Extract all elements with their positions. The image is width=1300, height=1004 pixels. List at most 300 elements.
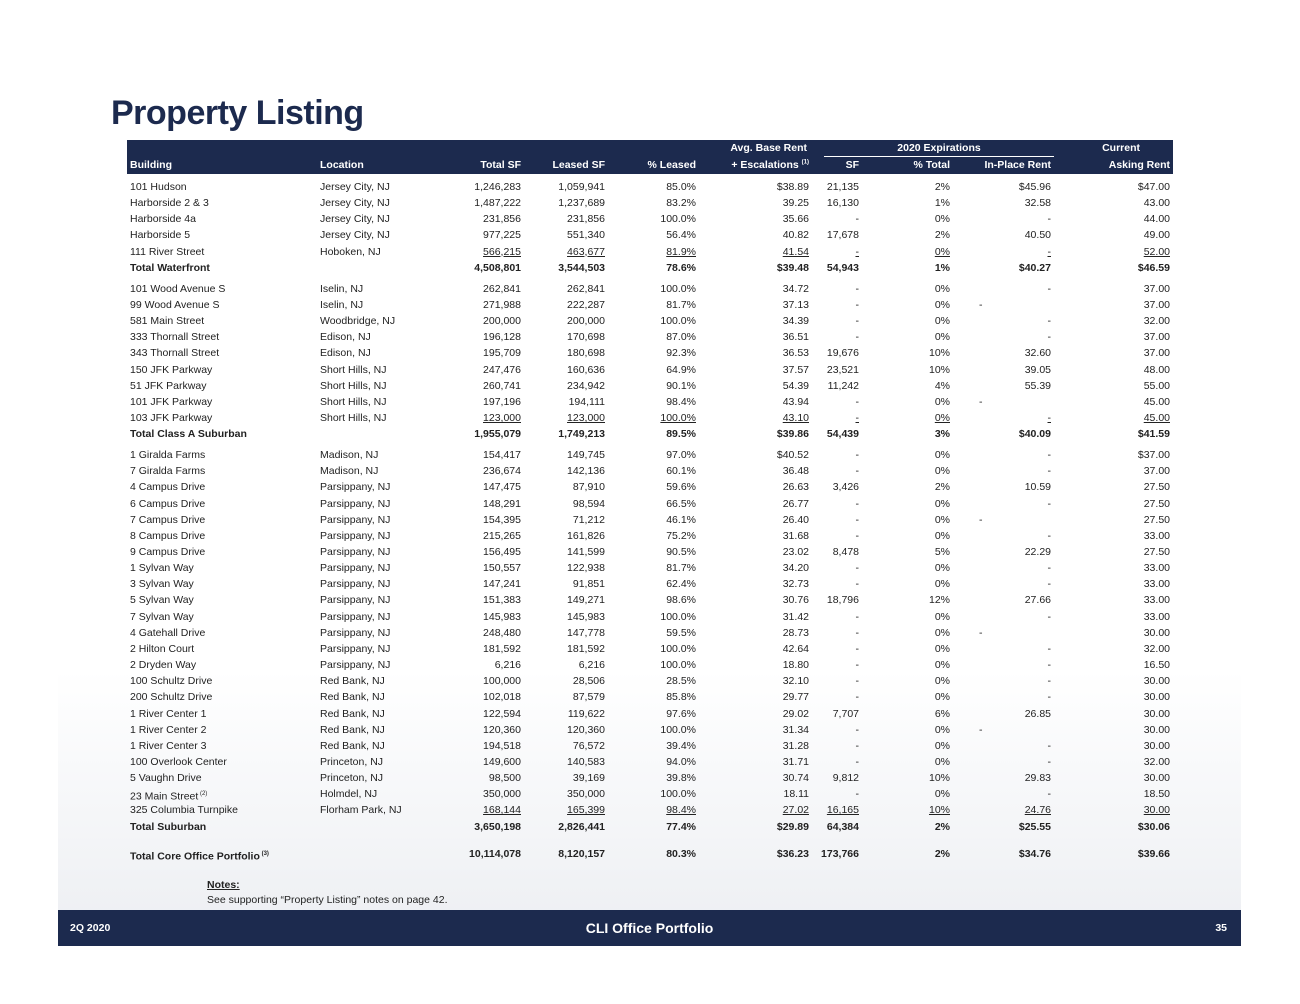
cell-avg-rent: 42.64 — [782, 642, 809, 655]
cell-building: 4 Campus Drive — [130, 481, 206, 494]
cell-leased-sf: 76,572 — [572, 739, 605, 752]
cell-exp-sf: - — [855, 213, 859, 226]
cell-total-sf: 123,000 — [483, 411, 521, 424]
cell-building: 200 Schultz Drive — [130, 691, 213, 704]
table-header — [127, 140, 1173, 174]
cell-location: Short Hills, NJ — [320, 379, 387, 392]
cell-location: Red Bank, NJ — [320, 675, 385, 688]
cell-building: 23 Main Street $^{(2)}$ — [130, 790, 208, 803]
cell-in-place-rent: - — [1047, 315, 1051, 328]
cell-location: Parsippany, NJ — [320, 529, 391, 542]
cell-avg-rent: 28.73 — [782, 626, 809, 639]
cell-pct-leased: 81.7% — [666, 562, 696, 575]
cell-total-sf: 260,741 — [483, 379, 521, 392]
header-2020-expirations: 2020 Expirations — [897, 142, 981, 154]
cell-exp-pct: 0% — [934, 213, 950, 226]
table-row — [127, 211, 1173, 227]
cell-leased-sf: 1,059,941 — [558, 181, 605, 193]
cell-avg-rent: 37.13 — [782, 298, 809, 311]
cell-exp-sf: 21,135 — [826, 181, 859, 193]
table-row — [127, 297, 1173, 313]
cell-exp-pct: 0% — [934, 755, 950, 768]
cell-leased-sf: 147,778 — [567, 626, 605, 639]
cell-exp-pct: 0% — [934, 497, 950, 510]
cell-asking-rent: 27.50 — [1143, 513, 1170, 526]
table-total-row — [127, 426, 1173, 442]
cell-avg-rent: 37.57 — [782, 363, 809, 376]
table-total-row — [127, 260, 1173, 276]
cell-pct-leased: 75.2% — [666, 529, 696, 542]
cell-asking-rent: $46.59 — [1137, 261, 1170, 274]
cell-asking-rent: 32.00 — [1143, 315, 1170, 328]
cell-location: Florham Park, NJ — [320, 804, 402, 817]
cell-asking-rent: 45.00 — [1143, 411, 1170, 424]
cell-location: Parsippany, NJ — [320, 594, 391, 607]
table-row — [127, 362, 1173, 378]
cell-exp-sf: - — [855, 298, 859, 311]
cell-exp-pct: 1% — [934, 261, 950, 274]
cell-pct-leased: 98.4% — [666, 804, 696, 817]
header-in-place-rent: In-Place Rent — [984, 159, 1051, 171]
cell-asking-rent: $37.00 — [1137, 449, 1170, 462]
cell-in-place-rent: - — [1047, 331, 1051, 344]
cell-asking-rent: 16.50 — [1143, 659, 1170, 672]
cell-location: Parsippany, NJ — [320, 626, 391, 639]
cell-location: Jersey City, NJ — [320, 213, 390, 226]
cell-location: Madison, NJ — [320, 465, 379, 478]
cell-avg-rent: 43.94 — [782, 395, 809, 408]
cell-location: Parsippany, NJ — [320, 610, 391, 623]
cell-leased-sf: 262,841 — [567, 282, 605, 295]
table-row — [127, 447, 1173, 463]
cell-exp-sf: 7,707 — [832, 707, 859, 720]
cell-exp-pct: 2% — [934, 820, 950, 833]
cell-building: 7 Sylvan Way — [130, 610, 194, 623]
notes — [207, 879, 448, 906]
cell-avg-rent: $39.48 — [776, 261, 809, 274]
cell-exp-sf: 64,384 — [826, 820, 859, 833]
cell-leased-sf: 222,287 — [567, 298, 605, 311]
cell-avg-rent: 35.66 — [782, 213, 809, 226]
cell-exp-pct: 0% — [934, 626, 950, 639]
cell-exp-pct: 0% — [934, 465, 950, 478]
cell-leased-sf: 1,237,689 — [558, 197, 605, 210]
cell-total-sf: 150,557 — [483, 562, 521, 575]
cell-total-sf: 181,592 — [483, 642, 521, 655]
cell-asking-rent: 45.00 — [1143, 395, 1170, 408]
cell-avg-rent: $39.86 — [776, 428, 809, 441]
page-number: 35 — [1215, 922, 1227, 934]
cell-pct-leased: 83.2% — [666, 197, 696, 210]
cell-in-place-rent: 27.66 — [1024, 594, 1051, 607]
cell-exp-pct: 0% — [934, 282, 950, 295]
cell-location: Parsippany, NJ — [320, 578, 391, 591]
cell-total-sf: 6,216 — [494, 659, 521, 672]
cell-location: Parsippany, NJ — [320, 513, 391, 526]
cell-total-sf: 197,196 — [483, 395, 521, 408]
cell-in-place-rent: 24.76 — [1024, 804, 1051, 817]
cell-building: 8 Campus Drive — [130, 529, 206, 542]
cell-asking-rent: 48.00 — [1143, 363, 1170, 376]
cell-total-sf: 3,650,198 — [474, 820, 521, 833]
cell-total-sf: 231,856 — [483, 213, 521, 226]
cell-leased-sf: 200,000 — [567, 315, 605, 328]
cell-building: Total Waterfront — [130, 261, 210, 274]
cell-location: Short Hills, NJ — [320, 363, 387, 376]
cell-in-place-rent: $45.96 — [1018, 181, 1051, 193]
cell-location: Hoboken, NJ — [320, 245, 381, 258]
cell-leased-sf: 463,677 — [567, 245, 605, 258]
cell-leased-sf: 123,000 — [567, 411, 605, 424]
cell-exp-sf: 17,678 — [826, 229, 859, 242]
cell-location: Woodbridge, NJ — [320, 315, 396, 328]
footnote-marker: (3) — [259, 850, 269, 857]
cell-exp-sf: 3,426 — [832, 481, 859, 494]
cell-in-place-rent: - — [1047, 691, 1051, 704]
cell-building: 5 Sylvan Way — [130, 594, 194, 607]
cell-in-place-rent: - — [1047, 282, 1051, 295]
cell-building: 4 Gatehall Drive — [130, 626, 206, 639]
cell-asking-rent: 30.00 — [1143, 723, 1170, 736]
cell-exp-pct: 0% — [934, 691, 950, 704]
table-row — [127, 592, 1173, 608]
cell-leased-sf: 39,169 — [572, 772, 605, 785]
cell-in-place-rent: 32.58 — [1024, 197, 1051, 210]
cell-total-sf: 248,480 — [483, 626, 521, 639]
cell-building: 1 River Center 1 — [130, 707, 207, 720]
cell-building: 150 JFK Parkway — [130, 363, 213, 376]
cell-exp-sf: - — [855, 755, 859, 768]
cell-avg-rent: 30.76 — [782, 594, 809, 607]
table-row — [127, 706, 1173, 722]
table-row — [127, 496, 1173, 512]
cell-in-place-rent: - — [1047, 497, 1051, 510]
cell-exp-sf: - — [855, 245, 859, 258]
table-row — [127, 754, 1173, 770]
cell-pct-leased: 39.4% — [666, 739, 696, 752]
cell-location: Red Bank, NJ — [320, 707, 385, 720]
table-row — [127, 657, 1173, 673]
cell-building: 101 Wood Avenue S — [130, 282, 226, 295]
cell-total-sf: 145,983 — [483, 610, 521, 623]
cell-exp-sf: - — [855, 513, 859, 526]
cell-exp-pct: 0% — [934, 298, 950, 311]
cell-pct-leased: 59.6% — [666, 481, 696, 494]
cell-building: Harborside 4a — [130, 213, 196, 226]
cell-location: Jersey City, NJ — [320, 197, 390, 210]
cell-exp-sf: - — [855, 529, 859, 542]
cell-exp-pct: 0% — [934, 331, 950, 344]
cell-avg-rent: 40.82 — [782, 229, 809, 242]
cell-leased-sf: 6,216 — [578, 659, 605, 672]
cell-avg-rent: 32.73 — [782, 578, 809, 591]
cell-location: Parsippany, NJ — [320, 546, 391, 558]
cell-exp-sf: - — [855, 465, 859, 478]
cell-location: Iselin, NJ — [320, 298, 364, 311]
cell-leased-sf: 149,745 — [567, 449, 605, 462]
cell-avg-rent: 31.71 — [782, 755, 809, 768]
cell-leased-sf: 145,983 — [567, 610, 605, 623]
cell-avg-rent: 31.34 — [782, 723, 809, 736]
cell-exp-sf: - — [855, 610, 859, 623]
cell-location: Short Hills, NJ — [320, 395, 387, 408]
cell-asking-rent: 52.00 — [1143, 245, 1170, 258]
cell-leased-sf: 350,000 — [567, 788, 605, 801]
cell-exp-sf: - — [855, 315, 859, 328]
cell-avg-rent: $38.89 — [776, 181, 809, 193]
cell-pct-leased: 64.9% — [666, 363, 696, 376]
cell-asking-rent: 37.00 — [1143, 298, 1170, 311]
table-row — [127, 345, 1173, 361]
cell-in-place-rent: 22.29 — [1024, 546, 1051, 558]
table-row — [127, 378, 1173, 394]
cell-building: 1 Giralda Farms — [130, 449, 206, 462]
cell-location: Parsippany, NJ — [320, 481, 391, 494]
cell-exp-pct: 0% — [934, 578, 950, 591]
cell-in-place-rent: - — [1047, 755, 1051, 768]
cell-exp-sf: - — [855, 723, 859, 736]
cell-in-place-rent: 32.60 — [1024, 347, 1051, 360]
table-row — [127, 313, 1173, 329]
cell-building: 343 Thornall Street — [130, 347, 220, 360]
cell-exp-sf: - — [855, 449, 859, 462]
cell-total-sf: 148,291 — [483, 497, 521, 510]
footer-period: 2Q 2020 — [70, 922, 111, 934]
table-row — [127, 244, 1173, 260]
cell-leased-sf: 180,698 — [567, 347, 605, 360]
cell-total-sf: 350,000 — [483, 788, 521, 801]
cell-pct-leased: 78.6% — [666, 261, 696, 274]
cell-location: Jersey City, NJ — [320, 229, 390, 242]
cell-exp-pct: 10% — [928, 804, 950, 817]
table-row — [127, 641, 1173, 657]
cell-avg-rent: 26.63 — [782, 481, 809, 494]
cell-pct-leased: 80.3% — [666, 847, 696, 860]
cell-asking-rent: 27.50 — [1143, 497, 1170, 510]
cell-total-sf: 154,395 — [483, 513, 521, 526]
cell-avg-rent: $29.89 — [776, 820, 809, 833]
cell-in-place-rent: - — [1047, 245, 1051, 258]
cell-pct-leased: 90.5% — [666, 546, 696, 558]
cell-leased-sf: 2,826,441 — [558, 820, 605, 833]
cell-building: 1 River Center 3 — [130, 739, 207, 752]
cell-leased-sf: 3,544,503 — [558, 261, 605, 274]
cell-exp-pct: 2% — [934, 229, 950, 242]
cell-exp-sf: 173,766 — [821, 847, 859, 860]
cell-leased-sf: 71,212 — [572, 513, 605, 526]
header-location: Location — [320, 159, 364, 171]
table-row — [127, 560, 1173, 576]
cell-location: Parsippany, NJ — [320, 562, 391, 575]
page-title: Property Listing — [111, 94, 364, 132]
cell-exp-pct: 5% — [934, 546, 950, 558]
cell-building: 1 Sylvan Way — [130, 562, 194, 575]
cell-leased-sf: 181,592 — [567, 642, 605, 655]
cell-exp-pct: 0% — [934, 411, 950, 424]
table-total-row — [127, 846, 1173, 862]
cell-building: Total Class A Suburban — [130, 428, 247, 441]
cell-avg-rent: 31.28 — [782, 739, 809, 752]
cell-exp-pct: 4% — [934, 379, 950, 392]
cell-leased-sf: 1,749,213 — [558, 428, 605, 441]
cell-building: Total Core Office Portfolio $^{(3)}$ — [130, 850, 269, 863]
cell-exp-pct: 0% — [934, 659, 950, 672]
cell-location: Edison, NJ — [320, 331, 371, 344]
cell-asking-rent: 33.00 — [1143, 594, 1170, 607]
cell-asking-rent: 32.00 — [1143, 755, 1170, 768]
table-row — [127, 689, 1173, 705]
cell-building: 100 Overlook Center — [130, 755, 227, 768]
cell-total-sf: 168,144 — [483, 804, 521, 817]
cell-exp-sf: - — [855, 411, 859, 424]
cell-total-sf: 1,955,079 — [474, 428, 521, 441]
cell-asking-rent: 55.00 — [1143, 379, 1170, 392]
cell-avg-rent: 43.10 — [782, 411, 809, 424]
cell-pct-leased: 100.0% — [660, 315, 696, 328]
cell-avg-rent: 34.39 — [782, 315, 809, 328]
cell-avg-rent: $40.52 — [776, 449, 809, 462]
cell-in-place-rent: - — [1047, 675, 1051, 688]
cell-avg-rent: 30.74 — [782, 772, 809, 785]
cell-location: Madison, NJ — [320, 449, 379, 462]
cell-total-sf: 122,594 — [483, 707, 521, 720]
table-row — [127, 281, 1173, 297]
table-row — [127, 738, 1173, 754]
cell-total-sf: 262,841 — [483, 282, 521, 295]
table-row — [127, 802, 1173, 818]
footer — [58, 910, 1241, 946]
cell-location: Red Bank, NJ — [320, 691, 385, 704]
cell-asking-rent: $39.66 — [1137, 847, 1170, 860]
cell-leased-sf: 122,938 — [567, 562, 605, 575]
cell-asking-rent: 32.00 — [1143, 642, 1170, 655]
cell-exp-sf: - — [855, 788, 859, 801]
cell-total-sf: 98,500 — [488, 772, 521, 785]
cell-total-sf: 156,495 — [483, 546, 521, 558]
cell-asking-rent: 33.00 — [1143, 562, 1170, 575]
cell-exp-sf: - — [855, 395, 859, 408]
notes-text: See supporting “Property Listing” notes on page 42. — [207, 894, 448, 906]
cell-pct-leased: 100.0% — [660, 723, 696, 736]
cell-leased-sf: 170,698 — [567, 331, 605, 344]
cell-building: 3 Sylvan Way — [130, 578, 194, 591]
cell-asking-rent: 27.50 — [1143, 481, 1170, 494]
cell-location: Iselin, NJ — [320, 282, 364, 295]
table-row — [127, 179, 1173, 195]
cell-location: Red Bank, NJ — [320, 723, 385, 736]
cell-exp-pct: 6% — [934, 707, 950, 720]
cell-exp-pct: 10% — [928, 347, 950, 360]
cell-asking-rent: 30.00 — [1143, 707, 1170, 720]
cell-in-place-rent: - — [1047, 610, 1051, 623]
cell-pct-leased: 77.4% — [666, 820, 696, 833]
cell-exp-sf: 11,242 — [827, 379, 859, 392]
cell-in-place-rent: - — [1047, 739, 1051, 752]
cell-pct-leased: 59.5% — [666, 626, 696, 639]
cell-exp-sf: 9,812 — [832, 772, 859, 785]
cell-exp-pct: 0% — [934, 395, 950, 408]
cell-avg-rent: 39.25 — [782, 197, 809, 210]
header-pct-leased: % Leased — [647, 159, 696, 171]
cell-asking-rent: 49.00 — [1143, 229, 1170, 242]
cell-exp-sf: 8,478 — [832, 546, 859, 558]
cell-exp-pct: 0% — [934, 642, 950, 655]
table-row — [127, 576, 1173, 592]
table-row — [127, 770, 1173, 786]
cell-in-place-rent: 26.85 — [1024, 707, 1051, 720]
table-row — [127, 227, 1173, 243]
cell-asking-rent: 33.00 — [1143, 610, 1170, 623]
cell-exp-pct: 10% — [928, 363, 950, 376]
table-row — [127, 609, 1173, 625]
cell-total-sf: 147,475 — [483, 481, 521, 494]
cell-asking-rent: 37.00 — [1143, 331, 1170, 344]
cell-location: Princeton, NJ — [320, 772, 384, 785]
cell-pct-leased: 100.0% — [660, 411, 696, 424]
table-row — [127, 722, 1173, 738]
header-escalations: + Escalations $^{(1)}$ — [731, 159, 809, 171]
cell-exp-sf: - — [855, 675, 859, 688]
cell-avg-rent: 32.10 — [782, 675, 809, 688]
cell-building: Total Suburban — [130, 820, 207, 833]
cell-exp-pct: 2% — [934, 181, 950, 193]
cell-in-place-rent: $40.09 — [1018, 428, 1051, 441]
cell-asking-rent: 18.50 — [1143, 788, 1170, 801]
cell-in-place-rent: 10.59 — [1024, 481, 1051, 494]
cell-in-place-rent: - — [1047, 788, 1051, 801]
cell-asking-rent: 27.50 — [1143, 546, 1170, 558]
cell-total-sf: 271,988 — [483, 298, 521, 311]
cell-building: 2 Hilton Court — [130, 642, 195, 655]
table-row — [127, 479, 1173, 495]
cell-exp-sf: 19,676 — [826, 347, 859, 360]
header-exp-pct-total: % Total — [913, 159, 950, 171]
cell-avg-rent: 36.53 — [782, 347, 809, 360]
cell-total-sf: 566,215 — [483, 245, 521, 258]
cell-total-sf: 154,417 — [483, 449, 521, 462]
cell-in-place-rent: 39.05 — [1024, 363, 1051, 376]
cell-exp-sf: 18,796 — [826, 594, 859, 607]
cell-building: 51 JFK Parkway — [130, 379, 207, 392]
cell-asking-rent: 30.00 — [1143, 691, 1170, 704]
cell-building: 6 Campus Drive — [130, 497, 206, 510]
cell-pct-leased: 60.1% — [666, 465, 696, 478]
cell-total-sf: 1,487,222 — [474, 197, 521, 210]
cell-building: 111 River Street — [130, 245, 205, 258]
cell-exp-sf: 54,439 — [826, 428, 859, 441]
cell-leased-sf: 120,360 — [567, 723, 605, 736]
cell-exp-sf: - — [855, 659, 859, 672]
cell-in-place-rent: - — [1047, 642, 1051, 655]
cell-asking-rent: 30.00 — [1143, 804, 1170, 817]
cell-pct-leased: 81.7% — [666, 298, 696, 311]
cell-pct-leased: 39.8% — [666, 772, 696, 785]
cell-asking-rent: 33.00 — [1143, 578, 1170, 591]
cell-location: Jersey City, NJ — [320, 181, 390, 193]
cell-pct-leased: 97.6% — [666, 707, 696, 720]
cell-asking-rent: 30.00 — [1143, 739, 1170, 752]
cell-total-sf: 1,246,283 — [474, 181, 521, 193]
cell-asking-rent: 30.00 — [1143, 626, 1170, 639]
cell-building: 103 JFK Parkway — [130, 411, 213, 424]
cell-in-place-rent: - — [1047, 562, 1051, 575]
cell-asking-rent: 37.00 — [1143, 282, 1170, 295]
header-leased-sf: Leased SF — [552, 159, 605, 171]
cell-pct-leased: 100.0% — [660, 610, 696, 623]
cell-pct-leased: 94.0% — [666, 755, 696, 768]
cell-pct-leased: 81.9% — [666, 245, 696, 258]
cell-exp-pct: 1% — [934, 197, 950, 210]
